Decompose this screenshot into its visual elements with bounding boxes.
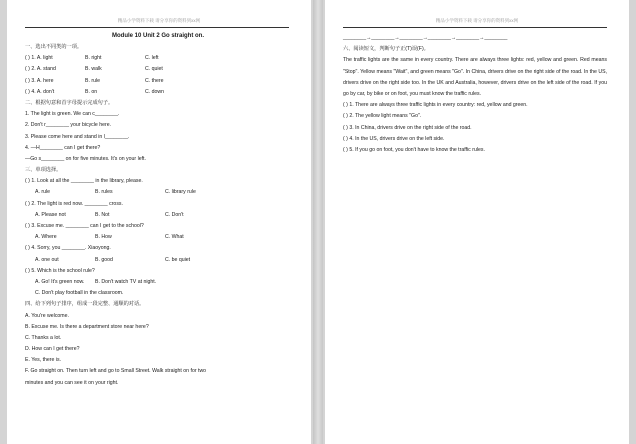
section-heading: 六、阅读短文，判断句子正(T)误(F)。 bbox=[343, 46, 429, 53]
fill-blank-line: 1. The light is green. We can c________. bbox=[25, 111, 120, 118]
option-a: ( ) 3. A. here bbox=[25, 77, 54, 84]
statement-line: ( ) 1. There are always three traffic lights in every country: red, yellow and green. bbox=[343, 102, 528, 109]
option-a: A. Where bbox=[35, 234, 57, 241]
question-stem: ( ) 5. Which is the school rule? bbox=[25, 267, 95, 274]
option-a: ( ) 1. A. light bbox=[25, 55, 53, 62]
option-c: C. be quiet bbox=[165, 256, 191, 263]
question-stem: ( ) 4. Sorry, you ________. Xiaoyong. bbox=[25, 245, 111, 252]
choice-row bbox=[25, 279, 291, 290]
dialogue-line: minutes and you can see it on your right. bbox=[25, 379, 119, 386]
dialogue-line: D. How can I get there? bbox=[25, 346, 80, 353]
document-page-left bbox=[7, 0, 311, 444]
option-c: C. quiet bbox=[145, 66, 163, 73]
question-row bbox=[25, 78, 291, 89]
document-page-right bbox=[325, 0, 629, 444]
choice-row bbox=[25, 257, 291, 268]
page-header: 精品小学资料下载 请分享你的资料到xx网 bbox=[117, 18, 201, 23]
question-stem: ( ) 3. Excuse me. ________ can I get to the school? bbox=[25, 223, 144, 229]
fill-blank-line: —Go s________ on for five minutes. It's on your left. bbox=[25, 155, 146, 162]
option-a: A. Please not bbox=[35, 211, 66, 218]
option-b: B. walk bbox=[85, 66, 102, 73]
option-b: B. How bbox=[95, 234, 112, 241]
option-b: B. Don't watch TV at night. bbox=[95, 278, 157, 285]
worksheet-content bbox=[25, 33, 291, 391]
option-b: B. rule bbox=[85, 77, 100, 84]
order-answer-blanks: ________→________→________→________→________→________ bbox=[343, 35, 508, 41]
option-a: A. Go! It's green now. bbox=[35, 278, 85, 285]
option-c: C. Don't bbox=[165, 211, 184, 218]
reading-passage: The traffic lights are the same in every country. There are always three lights: red, yellow and green. Red means "Stop". Yellow means "Wait", and green means "Go". In China, drivers drive on the right side of the road. In the US, drivers drive on the right side too. In the UK and Australia, however, drivers drive on the left side of the road. If you go by car, by bike or on foot, you must know the traffic rules. bbox=[343, 57, 607, 97]
section-heading: 一、选出不同类的一项。 bbox=[25, 44, 83, 50]
question-row bbox=[25, 89, 291, 100]
dialogue-line: F. Go straight on. Then turn left and go to Small Street. Walk straight on for two bbox=[25, 368, 207, 375]
statement-line: ( ) 2. The yellow light means "Go". bbox=[343, 113, 422, 120]
page-header: 精品小学资料下载 请分享你的资料到xx网 bbox=[435, 18, 519, 23]
option-b: B. Not bbox=[95, 211, 110, 218]
fill-blank-line: 3. Please come here and stand in l________. bbox=[25, 133, 130, 140]
option-b: B. right bbox=[85, 55, 102, 62]
option-c: C. there bbox=[145, 77, 164, 84]
option-a: A. rule bbox=[35, 189, 50, 196]
dialogue-line: A. You're welcome. bbox=[25, 312, 69, 319]
option-b: B. on bbox=[85, 88, 98, 95]
option-a: ( ) 2. A. stand bbox=[25, 66, 56, 73]
option-c: C. left bbox=[145, 55, 159, 62]
option-c: C. down bbox=[145, 88, 165, 95]
option-a: A. one out bbox=[35, 256, 59, 263]
header-rule bbox=[343, 27, 607, 28]
question-row bbox=[25, 66, 291, 77]
choice-row bbox=[25, 290, 291, 301]
question-stem: ( ) 1. Look at all the ________ in the library, please. bbox=[25, 178, 143, 185]
question-row bbox=[25, 55, 291, 66]
option-c: C. What bbox=[165, 234, 184, 241]
option-a: ( ) 4. A. don't bbox=[25, 88, 55, 95]
fill-blank-line: 4. —H________ can I get there? bbox=[25, 144, 101, 151]
option-c: C. library rule bbox=[165, 189, 196, 196]
fill-blank-line: 2. Don't r________ your bicycle here. bbox=[25, 122, 112, 129]
statement-line: ( ) 3. In China, drivers drive on the right side of the road. bbox=[343, 124, 472, 131]
section-heading: 三、单项选择。 bbox=[25, 167, 62, 174]
worksheet-content bbox=[343, 33, 607, 156]
dialogue-line: C. Thanks a lot. bbox=[25, 334, 62, 341]
worksheet-title: Module 10 Unit 2 Go straight on. bbox=[111, 33, 204, 39]
header-rule bbox=[25, 27, 289, 28]
statement-line: ( ) 4. In the US, drivers drive on the left side. bbox=[343, 135, 445, 142]
statement-line: ( ) 5. If you go on foot, you don't have to know the traffic rules. bbox=[343, 146, 485, 153]
page-gap bbox=[313, 0, 323, 444]
question-stem: ( ) 2. The light is red now. ________ cross. bbox=[25, 200, 123, 207]
choice-row bbox=[25, 234, 291, 245]
choice-row bbox=[25, 212, 291, 223]
section-heading: 二、根据句意和首字母提示完成句子。 bbox=[25, 99, 114, 106]
choice-row bbox=[25, 189, 291, 200]
option-b: B. good bbox=[95, 256, 113, 263]
option-c: C. Don't play football in the classroom. bbox=[35, 290, 124, 297]
section-heading: 四、给下列句子排序，组成一段完整、通顺的对话。 bbox=[25, 301, 145, 308]
dialogue-line: B. Excuse me. Is there a department store near here? bbox=[25, 323, 149, 330]
option-b: B. rules bbox=[95, 189, 113, 196]
dialogue-line: E. Yes, there is. bbox=[25, 357, 62, 364]
